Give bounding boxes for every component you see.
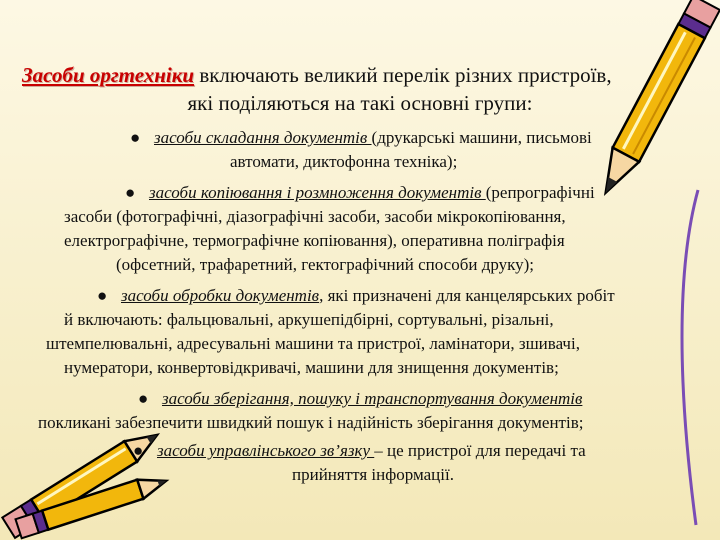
bullet-icon: ●: [138, 389, 149, 408]
list-item-line: (офсетний, трафаретний, гектографічний способи друку);: [116, 255, 535, 274]
category-label: засоби управлінського зв’язку: [157, 441, 375, 460]
list-item: ● засоби управлінського зв’язку – це пристрої для передачі та: [133, 441, 586, 460]
intro-line-1: [22, 62, 612, 89]
list-item: [138, 388, 582, 410]
list-item-line: електрографічне, термографічне копіювання), оперативна поліграфія: [64, 231, 565, 250]
bullet-icon: ●: [97, 286, 108, 305]
pencil-icon: [15, 470, 175, 540]
category-label: засоби складання документів: [154, 128, 372, 147]
intro-line-2: які поділяються на такі основні групи:: [187, 91, 533, 115]
list-item: ● засоби обробки документів, які призначені для канцелярських робіт: [97, 286, 615, 305]
intro-text: включають великий перелік різних пристроїв,: [194, 63, 612, 87]
bullet-icon: ●: [125, 183, 136, 202]
list-item-line: автомати, диктофонна техніка);: [230, 152, 458, 171]
bullet-icon: ●: [130, 128, 141, 147]
category-label: засоби обробки документів: [121, 286, 320, 305]
list-item-line: засоби (фотографічні, діазографічні засоби, засоби мікрокопіювання,: [64, 207, 566, 226]
list-item-line: штемпелювальні, адресувальні машини та пристрої, ламінатори, зшивачі,: [46, 334, 580, 353]
list-item-line: нумератори, конвертовідкривачі, машини для знищення документів;: [64, 358, 559, 377]
category-label: засоби зберігання, пошуку і транспортування документів: [162, 389, 583, 408]
list-item: ● засоби копіювання і розмноження документів (репрографічні: [125, 183, 595, 202]
intro-highlight: Засоби оргтехніки: [22, 63, 195, 87]
bullet-icon: ●: [133, 441, 144, 460]
list-item-line: прийняття інформації.: [292, 465, 454, 484]
category-label: засоби копіювання і розмноження документів: [149, 183, 486, 202]
list-item: ● засоби складання документів (друкарські машини, письмові: [130, 128, 592, 147]
accent-line: [668, 190, 708, 530]
list-item-line: покликані забезпечити швидкий пошук і надійність зберігання документів;: [38, 413, 584, 432]
list-item-line: й включають: фальцювальні, аркушепідбірні, сортувальні, різальні,: [64, 310, 554, 329]
